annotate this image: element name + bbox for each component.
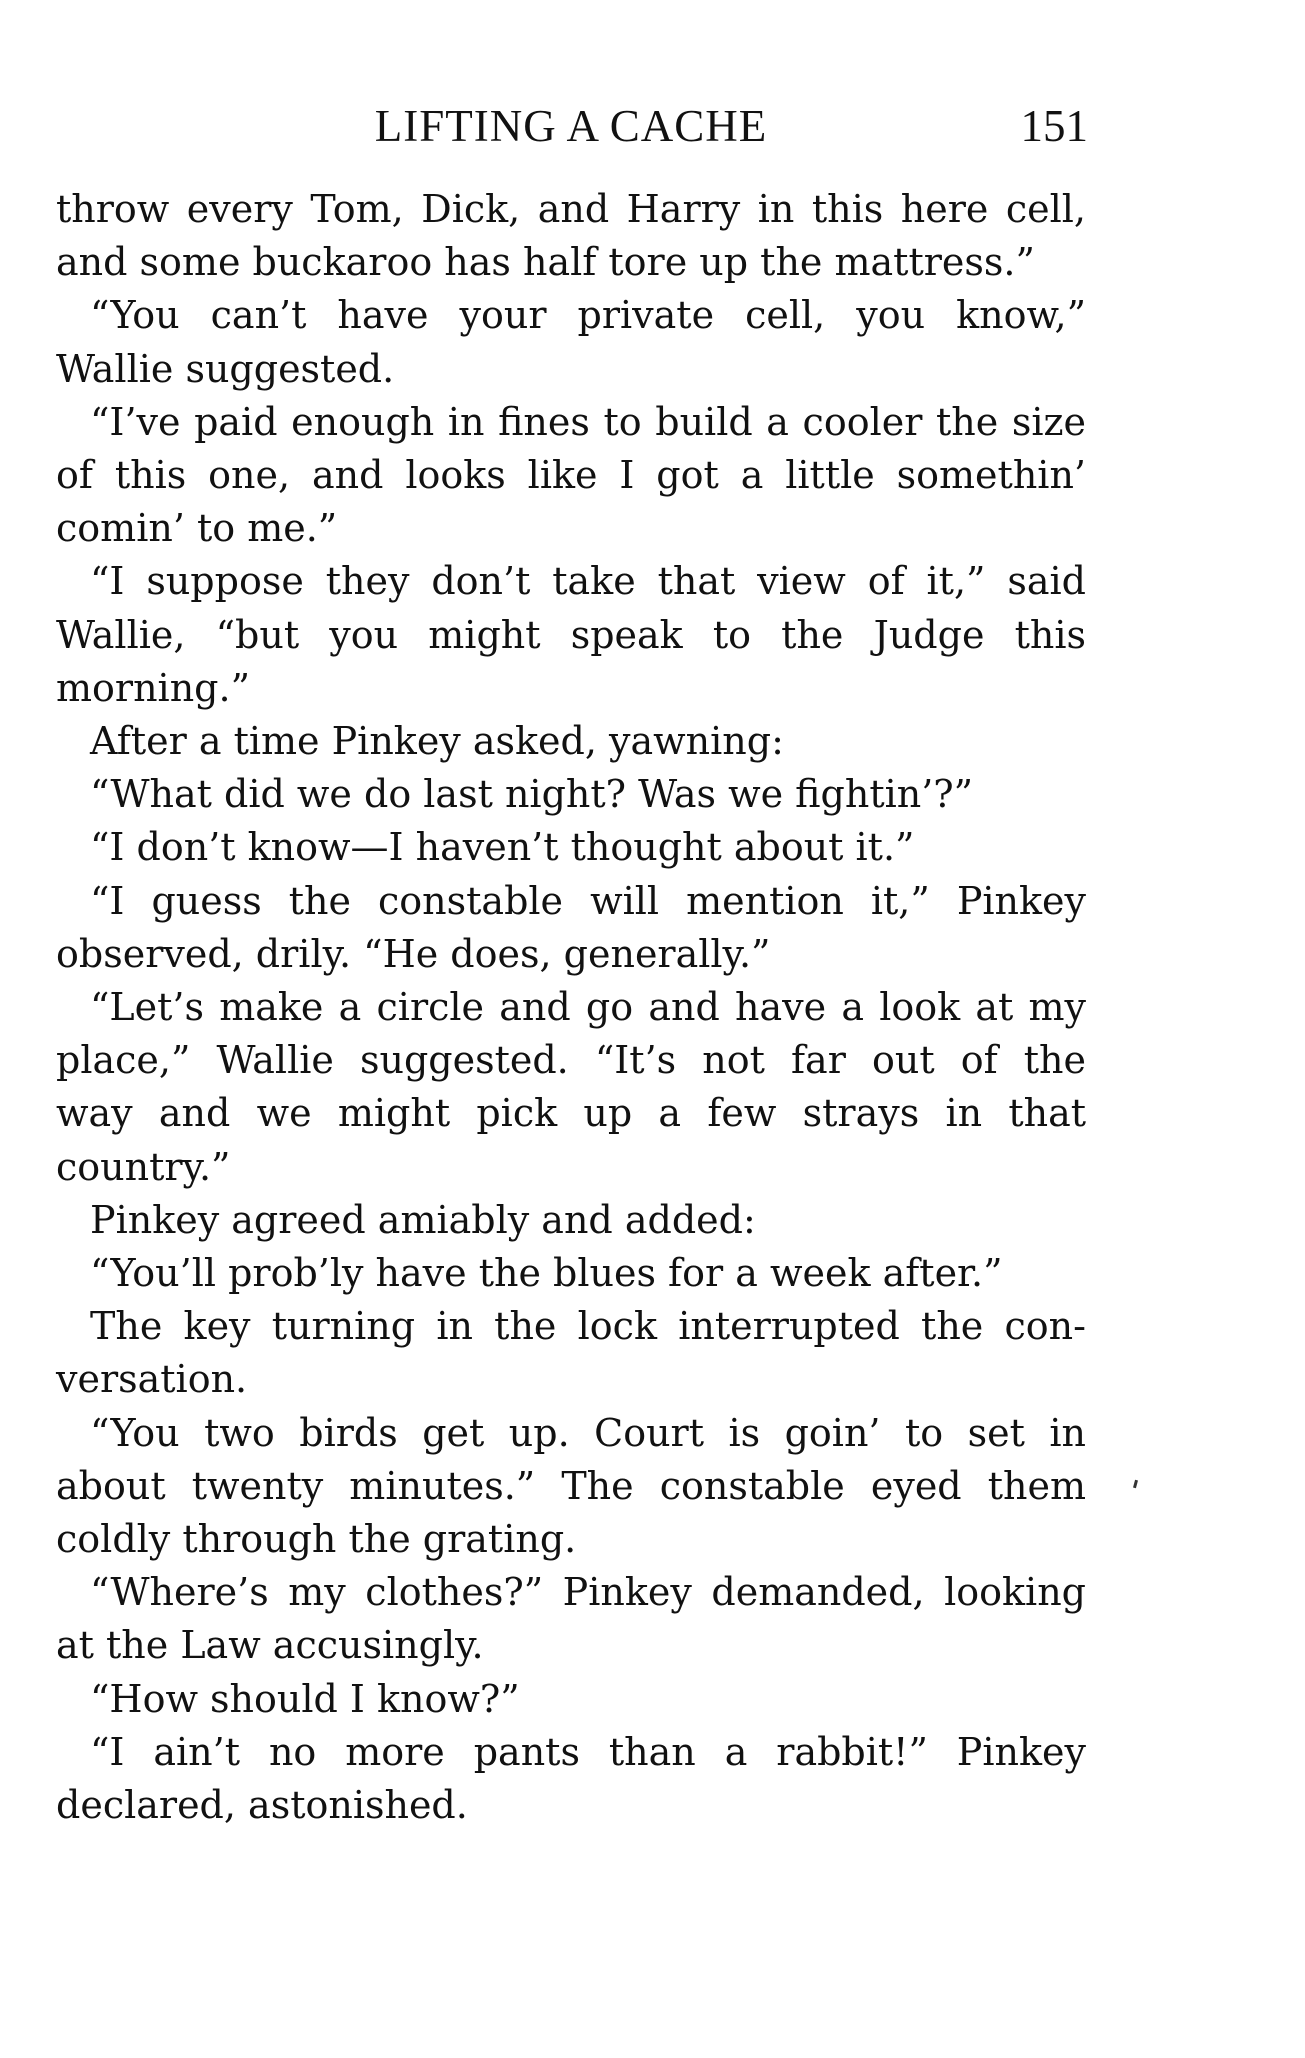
paragraph (56, 1300, 1086, 1406)
text-line: throw every Tom, Dick, and Harry in this here cell, (56, 187, 1086, 231)
text-line: “You can’t have your private cell, you know,” (90, 293, 1086, 338)
text-line: “I’ve paid enough in fines to build a cooler the size (90, 399, 1086, 444)
text-line: coldly through the grating. (56, 1517, 577, 1562)
page-number: 151 (1020, 101, 1088, 151)
text-line: The key turning in the lock interrupted the con- (90, 1304, 1086, 1349)
paragraph (56, 1407, 1086, 1567)
text-line: declared, astonished. (56, 1783, 468, 1828)
text-line: Wallie suggested. (56, 346, 395, 391)
text-line: Wallie, “but you might speak to the Judge this (56, 612, 1086, 657)
text-line: about twenty minutes.” The constable eyed them (56, 1463, 1086, 1508)
text-line: country.” (56, 1144, 231, 1189)
text-line: of this one, and looks like I got a little somethin’ (56, 453, 1086, 498)
paragraph (56, 1673, 1086, 1726)
paragraph (56, 768, 1086, 821)
text-line: “I guess the constable will mention it,” Pinkey (90, 878, 1086, 923)
paragraph (56, 396, 1086, 556)
text-line: “I don’t know—I haven’t thought about it.” (90, 825, 915, 870)
paragraph (56, 1194, 1086, 1247)
text-line: “Where’s my clothes?” Pinkey demanded, looking (90, 1570, 1086, 1615)
paragraph (56, 183, 1086, 289)
paragraph (56, 715, 1086, 768)
text-line: “You’ll prob’ly have the blues for a week after.” (90, 1251, 1003, 1296)
text-line: “I suppose they don’t take that view of it,” said (90, 559, 1086, 604)
text-line: After a time Pinkey asked, yawning: (90, 719, 784, 764)
text-line: “How should I know?” (90, 1676, 520, 1721)
text-line: “You two birds get up. Court is goin’ to set in (90, 1410, 1086, 1455)
text-line: “Let’s make a circle and go and have a look at my (90, 985, 1086, 1030)
paragraph (56, 981, 1086, 1194)
margin-speck (1133, 1480, 1138, 1489)
paragraph (56, 1247, 1086, 1300)
text-line: “I ain’t no more pants than a rabbit!” Pinkey (90, 1729, 1086, 1774)
paragraph (56, 555, 1086, 715)
paragraph (56, 289, 1086, 395)
paragraph (56, 875, 1086, 981)
text-line: “What did we do last night? Was we fightin’?” (90, 772, 974, 817)
text-line: comin’ to me.” (56, 506, 338, 551)
running-header (56, 100, 1086, 160)
body-text (56, 183, 1086, 1832)
paragraph (56, 1726, 1086, 1832)
text-line: observed, drily. “He does, generally.” (56, 931, 771, 976)
paragraph (56, 1566, 1086, 1672)
paragraph (56, 821, 1086, 874)
text-line: morning.” (56, 665, 251, 710)
chapter-title: LIFTING A CACHE (374, 101, 768, 151)
text-line: and some buckaroo has half tore up the mattress.” (56, 240, 1035, 285)
text-line: versation. (56, 1357, 248, 1402)
text-line: at the Law accusingly. (56, 1623, 484, 1668)
text-line: place,” Wallie suggested. “It’s not far out of the (56, 1038, 1086, 1083)
text-line: way and we might pick up a few strays in that (56, 1091, 1086, 1136)
text-line: Pinkey agreed amiably and added: (90, 1197, 756, 1242)
